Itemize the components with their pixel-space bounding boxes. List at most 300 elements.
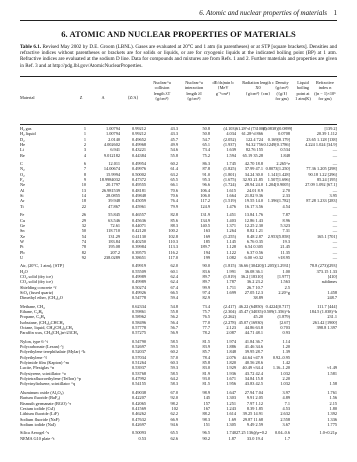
cell-radlen: 45.47 (34035) xyxy=(238,309,263,314)
cell-a: 55.845 xyxy=(108,212,120,218)
cell-nuc-int: 90.0 xyxy=(202,263,210,269)
col-header-density-l4: for gas) xyxy=(275,95,289,101)
cell-dedx: 1.740 xyxy=(226,430,236,436)
col-header-density-l1: Density xyxy=(275,80,289,85)
cell-nuc-coll: 116.2 xyxy=(168,249,178,255)
cell-bp-refr: 78.8 (273)[293] xyxy=(309,263,337,269)
cell-bp-refr: [139.2] xyxy=(324,126,337,131)
cell-nuc-int: 96.5 xyxy=(202,430,210,436)
col-header-radlen-l1: Radiation length c xyxy=(242,80,274,85)
cell-z: 74 xyxy=(81,238,86,244)
cell-radlen: 13.84 1.76 xyxy=(244,212,263,218)
cell-nuc-int: 95.3 xyxy=(202,177,210,183)
table-head-rule xyxy=(20,124,337,125)
cell-bp-refr: 373.15 1.33 xyxy=(316,268,337,274)
cell-material: Polycarbonate (Lexan) ^j xyxy=(20,344,64,350)
cell-material: Ge xyxy=(20,222,26,228)
cell-a: 2.0140 xyxy=(108,136,120,142)
cell-nuc-int: 81.5 xyxy=(202,381,210,387)
cell-z: 10 xyxy=(81,182,86,188)
cell-density: [2.67] xyxy=(279,319,290,325)
cell-radlen: 21.82 9.36 xyxy=(244,193,263,199)
cell-radlen: 9.49 2.59 xyxy=(246,421,263,427)
cell-nuc-coll: 94.6 xyxy=(170,421,178,427)
cell-radlen: 7.97 1.12 xyxy=(246,400,263,406)
cell-bp-refr: — xyxy=(332,238,337,244)
cell-material: F₂ xyxy=(20,177,24,183)
cell-radlen: 44.64 ≈47.9 xyxy=(242,354,263,360)
cell-dedx: 1.787 xyxy=(226,279,236,285)
cell-z: 6 xyxy=(83,161,86,167)
cell-bp-refr: — xyxy=(332,228,337,234)
cell-radlen: 27.94 7.04 xyxy=(244,389,263,395)
cell-density: 5.323 xyxy=(280,222,290,228)
cell-bp-refr: 1.581 xyxy=(327,370,337,376)
cell-radlen: 6.00 ≈0.32 xyxy=(244,254,263,260)
cell-bp-refr: — xyxy=(332,222,337,228)
cell-material: Nylon, type 6 ^i xyxy=(20,338,48,344)
cell-za: 0.58962 xyxy=(132,314,146,320)
cell-a: 28.0855 xyxy=(106,193,120,199)
cell-za: 0.53768 xyxy=(132,370,146,376)
cell-za: 0.45059 xyxy=(132,198,146,204)
cell-nuc-coll: 62.4 xyxy=(170,279,178,285)
cell-radlen: 40.56 28.6 xyxy=(244,360,263,366)
cell-bp-refr: 1.80 xyxy=(329,405,337,411)
col-header-radlen-l3: X0 xyxy=(255,85,261,91)
cell-radlen: 26.7 10.7 xyxy=(246,284,263,290)
cell-bp-refr: [410] xyxy=(327,273,337,279)
cell-nuc-coll: 54.8 xyxy=(170,303,178,309)
cell-nuc-int: 91.0 xyxy=(202,171,210,177)
cell-radlen: 9.91 2.05 xyxy=(246,395,263,401)
cell-density: 0.93 xyxy=(282,330,290,336)
cell-nuc-int: 167 xyxy=(203,405,210,411)
col-header-nuc-coll-l3: length λT xyxy=(153,90,171,96)
cell-material: Paraffin wax, CH₃(CH₂)n≈23CH₃ xyxy=(20,330,79,336)
cell-nuc-int: 106.4 xyxy=(200,187,210,193)
cell-material: Si xyxy=(20,193,24,199)
cell-a: 4.002602 xyxy=(103,142,120,148)
cell-za: 0.53937 xyxy=(132,365,146,371)
cell-dedx: 1.711 xyxy=(226,284,236,290)
cell-za: 0.54155 xyxy=(132,381,146,387)
cell-za: 0.42120 xyxy=(132,228,146,234)
cell-dedx: 4.034 xyxy=(226,131,236,137)
cell-density: 3.67 xyxy=(282,421,290,427)
cell-bp-refr: — xyxy=(332,254,337,260)
cell-za: 0.58496 xyxy=(132,319,146,325)
cell-nuc-coll: 76.4 xyxy=(170,198,178,204)
cell-radlen: 16.17 3.56 xyxy=(244,203,263,209)
cell-material: H₂ gas xyxy=(20,126,32,131)
cell-za: 0.46557 xyxy=(132,212,146,218)
cell-z: 29 xyxy=(81,217,86,223)
cell-bp-refr: — xyxy=(332,152,337,158)
cell-dedx: 1.886 xyxy=(226,344,236,350)
cell-nuc-int: 169 xyxy=(203,233,210,239)
col-header-nuc-int-l2: interaction xyxy=(184,85,204,91)
cell-radlen: 65.19 35.28 xyxy=(242,152,263,158)
cell-nuc-coll: 102.8 xyxy=(168,233,178,239)
cell-radlen: 40.49 ≈34.4 xyxy=(242,365,263,371)
col-header-dedx-l1: dE/dx|min b xyxy=(212,80,234,85)
cell-nuc-coll: 92.0 xyxy=(170,395,178,401)
cell-nuc-int: 81.9 xyxy=(202,370,210,376)
cell-dedx: 1.848 xyxy=(226,349,236,355)
col-header-bp-l4: 1 atm(K) xyxy=(295,95,311,101)
cell-nuc-coll: 85.6 xyxy=(170,217,178,223)
cell-density: 19.3 xyxy=(282,238,290,244)
cell-material: Silica Aerogel ^s xyxy=(20,430,50,436)
cell-nuc-coll: 59.4 xyxy=(170,295,178,301)
cell-nuc-coll: 55.8 xyxy=(170,309,178,314)
cell-bp-refr: — xyxy=(332,249,337,255)
cell-density: 0.8073[1.250] xyxy=(265,166,290,172)
cell-za: 0.50093 xyxy=(132,430,146,436)
cell-material: Shielding concrete ^f xyxy=(20,284,57,290)
cell-za: 0.45961 xyxy=(132,203,146,209)
col-header-dedx-l3: {MeV xyxy=(217,85,229,91)
table-caption xyxy=(20,44,337,69)
cell-dedx: 1.639 xyxy=(226,147,236,153)
cell-nuc-int: 83.6 xyxy=(202,268,210,274)
cell-a: 15.9994 xyxy=(106,171,120,177)
cell-density: 2.33 xyxy=(282,193,290,199)
cell-radlen: 28.94 24.0 xyxy=(244,182,263,188)
cell-dedx: 1.251 xyxy=(226,400,236,406)
cell-bp-refr: 77.36 1.205 [298] xyxy=(306,166,337,172)
cell-nuc-coll: 62.2 xyxy=(170,411,178,417)
cell-radlen: 39.95 28.7 xyxy=(244,349,263,355)
cell-bp-refr: 1.56 xyxy=(329,395,337,401)
cell-bp-refr: — xyxy=(332,217,337,223)
cell-za: 0.59861 xyxy=(132,309,146,314)
col-header-dedx-l4: g⁻¹cm²} xyxy=(215,90,231,96)
cell-za: 0.51264 xyxy=(132,360,146,366)
cell-density: 2.953[5.858] xyxy=(267,233,290,239)
cell-material: D₂ xyxy=(20,136,25,142)
cell-nuc-coll: 62.6 xyxy=(170,435,178,441)
cell-a: 18.9984032 xyxy=(99,177,120,183)
cell-density: 1.141[1.428] xyxy=(267,171,290,177)
cell-nuc-int: 194 xyxy=(203,249,210,255)
cell-dedx: 1.403 xyxy=(226,217,236,223)
cell-z: 7 xyxy=(83,166,86,172)
cell-nuc-coll: 56.2 xyxy=(170,314,178,320)
cell-nuc-coll: 59.3 xyxy=(170,365,178,371)
cell-nuc-int: 81.5 xyxy=(202,338,210,344)
cell-nuc-coll: 60.3 xyxy=(170,360,178,366)
cell-za: 0.40250 xyxy=(132,238,146,244)
cell-dedx: (4.103) xyxy=(223,126,236,131)
cell-nuc-coll: 64.2 xyxy=(170,376,178,382)
cell-nuc-int: 78.4 xyxy=(202,354,210,360)
cell-density: 1.20 xyxy=(282,344,290,350)
col-header-material: Material xyxy=(20,95,35,100)
cell-za: 0.45636 xyxy=(132,217,146,223)
cell-radlen: 45.20 xyxy=(253,314,263,320)
cell-nuc-coll: 65.5 xyxy=(170,177,178,183)
col-header-bp-l2: boiling xyxy=(296,85,310,91)
cell-dedx: (1.801) xyxy=(223,171,236,177)
cell-bp-refr: 398.8 1.397 xyxy=(316,325,337,331)
cell-nuc-int: 89.7 xyxy=(202,279,210,285)
cell-nuc-coll: 45.7 xyxy=(170,136,178,142)
cell-nuc-int: 73.4 xyxy=(202,147,210,153)
cell-nuc-coll: 66.1 xyxy=(170,182,178,188)
cell-radlen: 8.48 2.87 xyxy=(246,233,263,239)
cell-material: Ne xyxy=(20,182,26,188)
cell-nuc-int: 157 xyxy=(203,400,210,406)
properties-table xyxy=(20,126,337,441)
cell-radlen: 46.22 (64850) xyxy=(238,303,263,309)
cell-density: ≈18.95 xyxy=(277,254,290,260)
cell-radlen: 24.01 8.9 xyxy=(246,187,263,193)
cell-a: 6.941 xyxy=(110,147,120,153)
cell-za: 0.49555 xyxy=(132,182,146,188)
cell-bp-refr: 1.58 xyxy=(329,381,337,387)
cell-density: 7.31 xyxy=(282,228,290,234)
cell-material: Aluminum oxide (Al₂O₃) xyxy=(20,389,64,395)
cell-a: 12.011 xyxy=(108,161,120,167)
cell-za: 0.99212 xyxy=(132,126,146,131)
cell-nuc-int: 54.7 xyxy=(202,136,210,142)
col-header-radlen-l4: {g/cm²} {cm} xyxy=(245,90,271,96)
cell-material: O₂ xyxy=(20,171,25,177)
col-header-refr-l2: index n xyxy=(318,85,332,91)
col-header-nuc-coll xyxy=(146,80,178,101)
cell-za: 0.49976 xyxy=(132,166,146,172)
cell-bp-refr: — xyxy=(332,147,337,153)
col-header-bp-l3: point at xyxy=(296,90,310,96)
cell-nuc-int: 76.5 xyxy=(202,314,210,320)
cell-material: Sodium iodide (NaI) xyxy=(20,421,56,427)
cell-za: 0.47632 xyxy=(132,416,146,422)
cell-nuc-int: 77.7 xyxy=(202,325,210,331)
col-header-nuc-coll-l2: collision xyxy=(154,85,170,91)
cell-dedx: (2.052) xyxy=(223,136,236,142)
cell-density: 1.14 xyxy=(282,338,290,344)
cell-dedx: (2.262) xyxy=(223,314,236,320)
cell-material: Polyvinyltoluene, scintillator ^q xyxy=(20,381,76,387)
cell-nuc-coll: 59.5 xyxy=(170,344,178,350)
cell-material: Propane, C₃H₈ xyxy=(20,314,46,320)
cell-nuc-coll: 62.0 xyxy=(170,263,178,269)
cell-za: 0.49848 xyxy=(132,193,146,199)
cell-z: 50 xyxy=(81,228,86,234)
cell-density: 7.87 xyxy=(282,212,290,218)
cell-material: Polyethylene terephthalate (Mylar) ^k xyxy=(20,349,86,355)
cell-nuc-int: 124.9 xyxy=(200,203,210,209)
cell-radlen: 12.25 2.30 xyxy=(244,222,263,228)
cell-za: 0.49919 xyxy=(132,263,146,269)
cell-nuc-coll: 56.9 xyxy=(170,330,178,336)
cell-dedx: 1.929 xyxy=(226,365,236,371)
cell-bp-refr: 111.7 [444] xyxy=(317,303,337,309)
cell-nuc-int: 85.8 xyxy=(202,360,210,366)
cell-za: 0.49989 xyxy=(132,279,146,285)
cell-nuc-int: 163 xyxy=(203,228,210,234)
cell-radlen: 61.28^d (731000) xyxy=(236,126,267,131)
cell-za: 0.52697 xyxy=(132,344,146,350)
col-header-nuc-int-l1: Nuclear^a xyxy=(185,80,203,85)
cell-a: 207.2 xyxy=(110,249,120,255)
cell-a: 183.84 xyxy=(108,238,120,244)
col-header-refr-l1: Refractive xyxy=(316,80,334,85)
cell-za: 0.57034 xyxy=(132,354,146,360)
cell-material: Xe xyxy=(20,233,26,239)
cell-nuc-coll: 57.0 xyxy=(170,354,178,360)
cell-radlen: 27.25 136@ρ=0.2 xyxy=(236,430,268,436)
cell-density: 2.70 xyxy=(282,187,290,193)
cell-density: 1.507[1.696] xyxy=(267,177,290,183)
cell-material: Barium fluoride (BaF₂) xyxy=(20,395,61,401)
cell-material: Polytetrafluoroethylene (Teflon) ^p xyxy=(20,376,81,382)
cell-density: 7.1 xyxy=(284,400,290,406)
cell-radlen: 61.28^d 866 xyxy=(241,131,263,137)
cell-za: 0.54790 xyxy=(132,338,146,344)
cell-material: SiO₂ (fused quartz) xyxy=(20,289,54,295)
cell-material: Pb xyxy=(20,249,25,255)
cell-radlen: 42.70 18.8 xyxy=(244,161,263,167)
cell-density: 0.04–0.6 xyxy=(274,430,290,436)
cell-za: 0.44384 xyxy=(132,152,146,158)
cell-za: 0.39984 xyxy=(132,244,146,250)
cell-za: 0.41130 xyxy=(132,233,146,239)
cell-material: U xyxy=(20,254,24,260)
cell-density: 2.632 xyxy=(280,411,290,417)
cell-nuc-int: 50.8 xyxy=(202,126,210,131)
cell-dedx: 1.671 xyxy=(226,376,236,382)
col-header-refr-l4: for gas) xyxy=(318,95,332,101)
cell-bp-refr: 23.65 1.128 [138] xyxy=(306,136,337,142)
cell-za: 0.39575 xyxy=(132,249,146,255)
cell-a: 14.00674 xyxy=(103,166,120,172)
cell-nuc-coll: 43.3 xyxy=(170,131,178,137)
cell-a: 63.546 xyxy=(108,217,120,223)
cell-z: 2 xyxy=(83,142,86,148)
cell-nuc-int: 83.0 xyxy=(202,365,210,371)
cell-nuc-coll: 100.2 xyxy=(168,228,178,234)
cell-dedx: 1.664 xyxy=(226,193,236,199)
cell-nuc-coll: 62.4 xyxy=(170,273,178,279)
cell-material: C xyxy=(20,161,23,167)
cell-dedx: 1.87 xyxy=(228,435,236,441)
cell-material: Isobutane, (CH₃)₂CHCH₃ xyxy=(20,319,65,325)
cell-material: Li xyxy=(20,147,24,153)
cell-nuc-int: 98.9 xyxy=(202,389,210,395)
cell-bp-refr: 165.1 [701] xyxy=(316,233,337,239)
col-header-density xyxy=(270,80,294,101)
cell-nuc-int: 90.2 xyxy=(202,435,210,441)
cell-za: 0.47992 xyxy=(132,376,146,382)
cell-bp-refr: 90.18 1.22 [296] xyxy=(308,171,337,177)
cell-nuc-int: 199 xyxy=(203,254,210,260)
cell-material: Cu xyxy=(20,217,26,223)
cell-nuc-int: 140.5 xyxy=(200,222,210,228)
cell-bp-refr: — xyxy=(332,212,337,218)
cell-z: 1 xyxy=(83,136,86,142)
cell-a: 9.012182 xyxy=(103,152,120,158)
cell-material: Ti xyxy=(20,203,24,209)
cell-bp-refr: — xyxy=(332,187,337,193)
cell-material: Air, (20°C, 1 atm), [STP] xyxy=(20,263,64,269)
cell-radlen: 38.89 xyxy=(253,295,263,301)
cell-material: CO₂ solid (dry ice) xyxy=(20,273,53,279)
cell-dedx: (1.724) xyxy=(223,182,236,188)
cell-za: 0.43221 xyxy=(132,147,146,153)
cell-nuc-int: 93.0 xyxy=(202,376,210,382)
cell-nuc-coll: 63.2 xyxy=(170,171,178,177)
cell-dedx: 1.128 xyxy=(226,244,236,250)
cell-z: 54 xyxy=(81,233,86,239)
cell-nuc-coll: 79.9 xyxy=(170,203,178,209)
cell-density: 8.96 xyxy=(282,217,290,223)
cell-dedx: 1.303 xyxy=(226,395,236,401)
cell-bp-refr: sublimes xyxy=(321,279,337,285)
cell-radlen: 8.82 1.21 xyxy=(246,228,263,234)
cell-density: 21.45 xyxy=(280,244,290,250)
cell-za: 0.54778 xyxy=(132,295,146,301)
cell-material: Polyethylene ^l xyxy=(20,354,47,360)
cell-nuc-coll: 58.3 xyxy=(170,381,178,387)
cell-za: 0.50274 xyxy=(132,284,146,290)
cell-dedx: (1.815) xyxy=(223,263,236,269)
cell-nuc-coll: 82.8 xyxy=(170,212,178,218)
cell-density: 1.848 xyxy=(280,152,290,158)
cell-nuc-coll: 49.9 xyxy=(170,142,178,148)
cell-nuc-coll: 117.0 xyxy=(168,254,178,260)
cell-za: 0.41569 xyxy=(132,405,146,411)
cell-za: 0.55509 xyxy=(132,268,146,274)
cell-nuc-coll: 88.3 xyxy=(170,222,178,228)
cell-za: 0.42207 xyxy=(132,395,146,401)
cell-radlen: 41.84 36.7 xyxy=(244,338,263,344)
cell-dedx: 1.614 xyxy=(226,411,236,417)
cell-radlen: 44.86 63.8 xyxy=(244,325,263,331)
cell-nuc-int: 77.0 xyxy=(202,319,210,325)
cell-dedx: (1.825) xyxy=(223,166,236,172)
col-header-nuc-int-l4: {g/cm²} xyxy=(186,95,201,101)
cell-nuc-coll: 61.4 xyxy=(170,166,178,172)
cell-density: 0.92–0.95 xyxy=(272,354,290,360)
cell-bp-refr: 1.0+0.21ρ xyxy=(319,430,337,436)
col-header-nuc-int xyxy=(178,80,210,101)
cell-dedx: 1.956 xyxy=(226,381,236,387)
cell-za: 0.53 xyxy=(138,435,146,441)
col-header-refr-l3: ((n − 1)×10⁶ xyxy=(314,90,336,96)
cell-dedx: 1.476 xyxy=(226,203,236,209)
cell-nuc-int: 65.1 xyxy=(202,142,210,148)
cell-a: 1.00794 xyxy=(106,126,120,131)
cell-z: 26 xyxy=(81,212,86,218)
cell-radlen: 122.4 724 xyxy=(245,136,263,142)
cell-dedx: (1.819) xyxy=(223,273,236,279)
cell-material: Bismuth germanate (BGO) ^r xyxy=(20,400,72,406)
cell-material: He xyxy=(20,142,26,148)
cell-za: 0.62334 xyxy=(132,303,146,309)
cell-nuc-coll: 58.5 xyxy=(170,370,178,376)
cell-nuc-int: 88.2 xyxy=(202,411,210,417)
cell-bp-refr: 1.775 xyxy=(327,421,337,427)
cell-bp-refr: 1.392 xyxy=(327,411,337,417)
cell-dedx: 1.082 xyxy=(226,254,236,260)
cell-density: 1.563 xyxy=(280,279,290,285)
cell-density: 1.16–1.20 xyxy=(272,365,290,371)
cell-density: 2.558 xyxy=(280,416,290,422)
cell-dedx: 1.264 xyxy=(226,228,236,234)
